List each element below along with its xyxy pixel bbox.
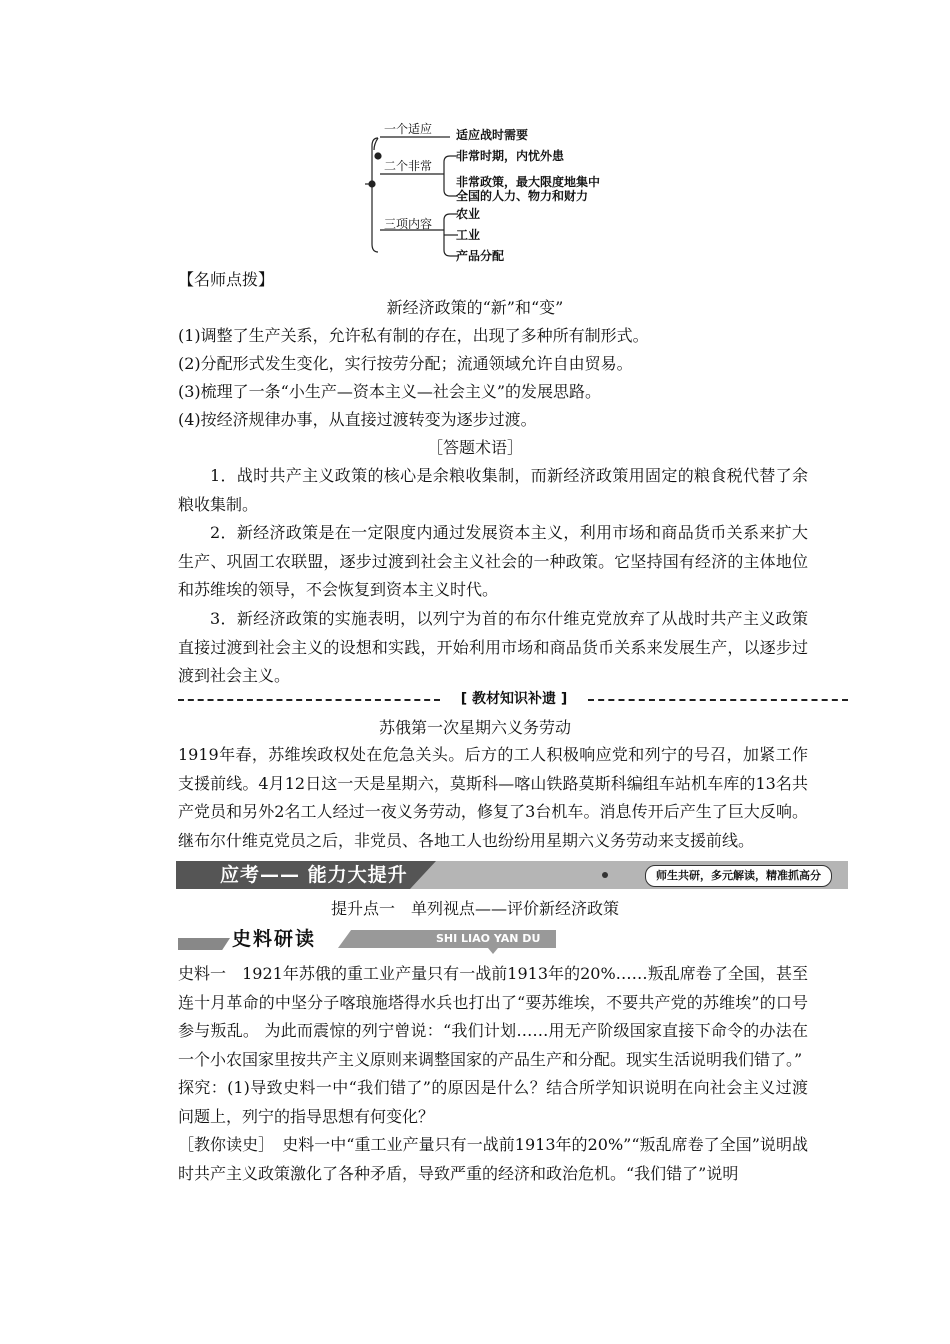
mind-map-leaf: 非常时期，内忧外患: [456, 149, 565, 163]
divider-dash-right: [588, 699, 848, 701]
terms-paragraph: 1．战时共产主义政策的核心是余粮收集制，而新经济政策用固定的粮食税代替了余粮收集制。: [178, 466, 808, 514]
mind-map-leaf: 适应战时需要: [456, 128, 529, 142]
supplement-text: 1919年春，苏维埃政权处在危急关头。后方的工人积极响应党和列宁的号召，加紧工作支援前线。4月12日这一天是星期六，莫斯科—喀山铁路莫斯科编组车站机车库的13名共产党员和另外2名工人经过一夜义务劳动，修复了3台机车。消息传开后产生了巨大反响。继布尔什维克党员之后，非党员、各地工人也纷纷用星期六义务劳动来支援前线。: [178, 745, 808, 850]
mind-map: [360, 118, 640, 268]
mind-map-leaf: 全国的人力、物力和财力: [456, 189, 589, 203]
banner-slogan: 师生共研，多元解读，精准抓高分: [645, 865, 832, 887]
divider-label: [ 教材知识补遗 ]: [460, 691, 568, 707]
section-label-title: 史料研读: [232, 928, 317, 950]
material-question: 探究：(1)导致史料一中“我们错了”的原因是什么？结合所学知识说明在向社会主义过渡问题上，列宁的指导思想有何变化？: [178, 1078, 808, 1126]
supplement-title: 苏俄第一次星期六义务劳动: [378, 718, 571, 737]
tips-heading: 【名师点拨】: [178, 270, 275, 289]
section-banner: [176, 861, 848, 889]
section-label: [178, 926, 558, 954]
mind-map-branch-2: 二个非常: [384, 159, 433, 173]
material-reading: ［教你读史］ 史料一中“重工业产量只有一战前1913年的20%”“叛乱席卷了全国”说明战时共产主义政策激化了各种矛盾，导致严重的经济和政治危机。“我们错了”说明: [178, 1135, 808, 1183]
banner-dot: [602, 872, 608, 878]
mind-map-leaf: 非常政策，最大限度地集中: [456, 175, 601, 189]
mind-map-leaf: 农业: [456, 207, 481, 221]
section-label-bar: [178, 938, 230, 950]
point-title: 提升点一 单列视点——评价新经济政策: [330, 899, 619, 918]
section-label-subtitle: SHI LIAO YAN DU: [436, 932, 541, 945]
mind-map-branch-3: 三项内容: [384, 217, 433, 231]
mind-map-leaf: 产品分配: [456, 249, 505, 263]
terms-heading: ［答题术语］: [426, 438, 523, 457]
tips-item: (4)按经济规律办事，从直接过渡转变为逐步过渡。: [178, 410, 537, 429]
material-paragraph: 史料一 1921年苏俄的重工业产量只有一战前1913年的20%……叛乱席卷了全国，甚至连十月革命的中坚分子喀琅施塔得水兵也打出了“要苏维埃，不要共产党的苏维埃”的口号参与叛乱。 为此而震惊的列宁曾说：“我们计划……用无产阶级国家直接下命令的办法在一个小农国家里按共产主义原则来调整国家的产品生产和分配。现实生活说明我们错了。”: [178, 964, 808, 1069]
terms-paragraph: 3．新经济政策的实施表明，以列宁为首的布尔什维克党放弃了从战时共产主义政策直接过渡到社会主义的设想和实践，开始利用市场和商品货币关系来发展生产，以逐步过渡到社会主义。: [178, 609, 808, 685]
tips-item: (3)梳理了一条“小生产—资本主义—社会主义”的发展思路。: [178, 382, 602, 401]
mind-map-branch-1: 一个适应: [384, 122, 433, 136]
terms-paragraph: 2．新经济政策是在一定限度内通过发展资本主义，利用市场和商品货币关系来扩大生产、巩固工农联盟，逐步过渡到社会主义社会的一种政策。它坚持国有经济的主体地位和苏维埃的领导，不会恢复到资本主义时代。: [178, 523, 808, 599]
section-divider: [178, 688, 848, 712]
tips-subtitle: 新经济政策的“新”和“变”: [386, 298, 564, 317]
section-label-pointer: [488, 948, 498, 954]
tips-item: (2)分配形式发生变化，实行按劳分配；流通领域允许自由贸易。: [178, 354, 633, 373]
divider-dash-left: [178, 699, 440, 701]
tips-item: (1)调整了生产关系，允许私有制的存在，出现了多种所有制形式。: [178, 326, 649, 345]
banner-title: 应考—— 能力大提升: [220, 864, 408, 886]
mind-map-leaf: 工业: [456, 228, 481, 242]
